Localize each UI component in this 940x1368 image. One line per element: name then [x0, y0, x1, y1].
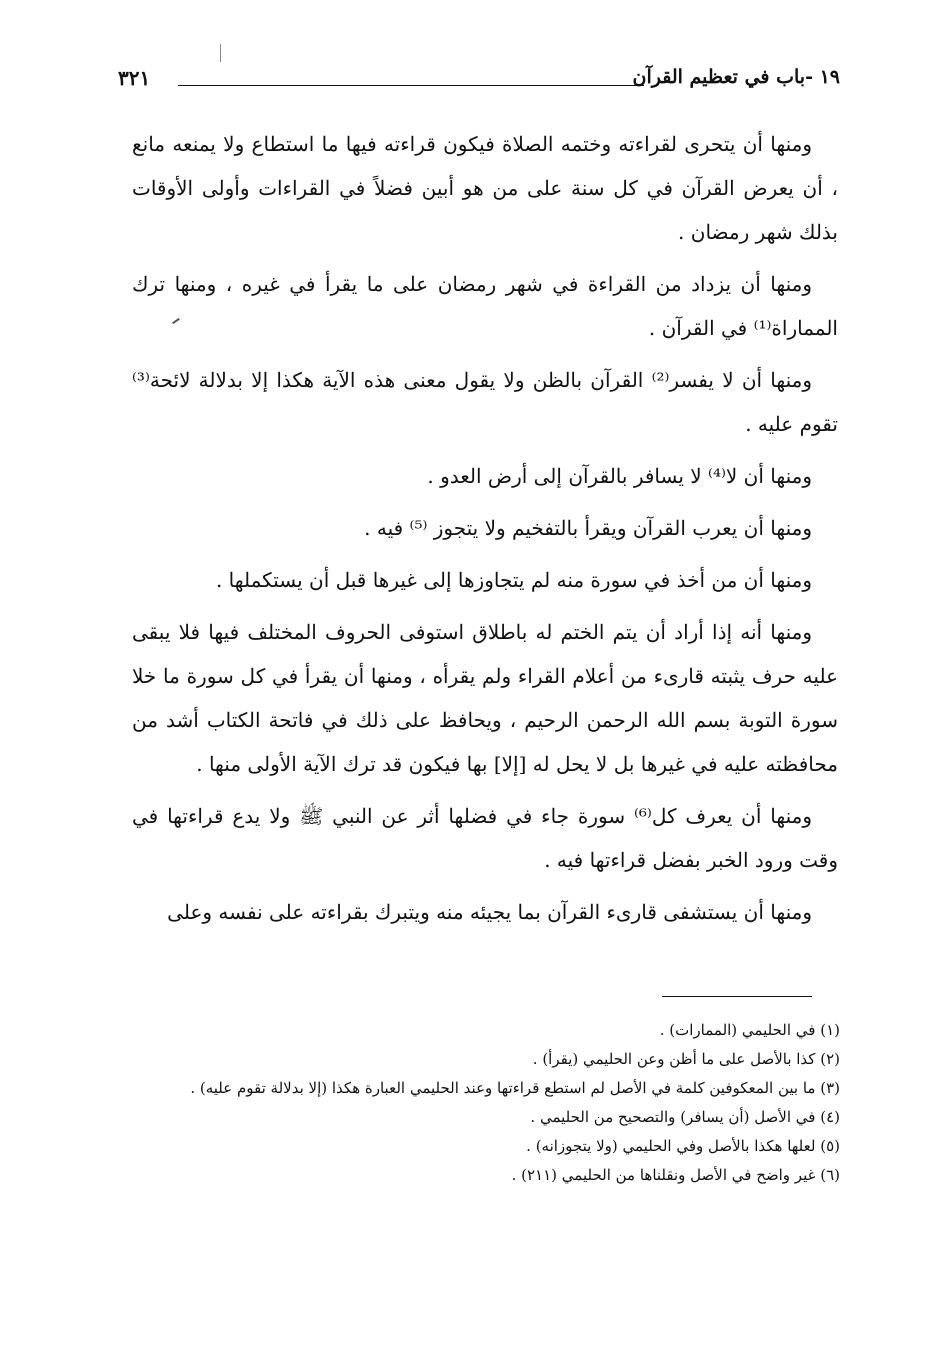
footnote-separator: [662, 996, 812, 997]
footnote: (٥) لعلها هكذا بالأصل وفي الحليمي (ولا يتجوزانه) .: [526, 1137, 840, 1155]
paragraph: ومنها أن لا⁽⁴⁾ لا يسافر بالقرآن إلى أرض العدو .: [427, 464, 812, 488]
footnote: (١) في الحليمي (الممارات) .: [659, 1021, 840, 1039]
paragraph: ومنها أن لا يفسر⁽²⁾ القرآن بالظن ولا يقول معنى هذه الآية هكذا إلا بدلالة لائحة⁽³⁾ تقوم عليه .: [132, 368, 838, 436]
paragraph: ومنها أن يزداد من القراءة في شهر رمضان على ما يقرأ في غيره ، ومنها ترك المماراة⁽¹⁾ في القرآن .: [132, 272, 838, 340]
footnote: (٦) غير واضح في الأصل ونقلناها من الحليمي (٢١١) .: [511, 1166, 840, 1184]
header-rule: [178, 85, 644, 86]
footnote: (٢) كذا بالأصل على ما أظن وعن الحليمي (يقرأ) .: [532, 1050, 840, 1068]
paragraph: ومنها أن من أخذ في سورة منه لم يتجاوزها إلى غيرها قبل أن يستكملها .: [215, 568, 812, 592]
paragraph: ومنها أنه إذا أراد أن يتم الختم له باطلاق استوفى الحروف المختلف فيها فلا يبقى عليه حرف يثبته قارىء من أعلام القراء ولم يقرأه ، ومنها أن يقرأ في كل سورة ما خلا سورة التوبة بسم الله الرحمن الرحيم ، ويحافظ على ذلك في فاتحة الكتاب أشد من محافظته عليه في غيرها بل لا يحل له [إلا] بها فيكون قد ترك الآية الأولى منها .: [132, 620, 838, 776]
scan-mark: [220, 44, 221, 62]
footnote: (٤) في الأصل (أن يسافر) والتصحيح من الحليمي .: [530, 1108, 840, 1126]
paragraph: ومنها أن يستشفى قارىء القرآن بما يجيئه منه ويتبرك بقراءته على نفسه وعلى: [167, 900, 812, 924]
page-number: ٣٢١: [118, 66, 151, 90]
footnotes: [128, 1016, 840, 1190]
paragraph: ومنها أن يعرب القرآن ويقرأ بالتفخيم ولا يتجوز ⁽⁵⁾ فيه .: [364, 516, 812, 540]
paragraph: ومنها أن يتحرى لقراءته وختمه الصلاة فيكون قراءته فيها ما استطاع ولا يمنعه مانع ، أن يعرض القرآن في كل سنة على من هو أبين فضلاً في القراءات وأولى الأوقات بذلك شهر رمضان .: [132, 132, 838, 244]
running-header: [118, 66, 840, 96]
main-text: [132, 122, 838, 942]
paragraph: ومنها أن يعرف كل⁽⁶⁾ سورة جاء في فضلها أثر عن النبي ﷺ ولا يدع قراءتها في وقت ورود الخبر بفضل قراءتها فيه .: [132, 804, 838, 872]
footnote: (٣) ما بين المعكوفين كلمة في الأصل لم استطع قراءتها وعند الحليمي العبارة هكذا (إلا بدلالة تقوم عليه) .: [190, 1079, 840, 1097]
chapter-title: ١٩ -باب في تعظيم القرآن: [632, 66, 840, 88]
